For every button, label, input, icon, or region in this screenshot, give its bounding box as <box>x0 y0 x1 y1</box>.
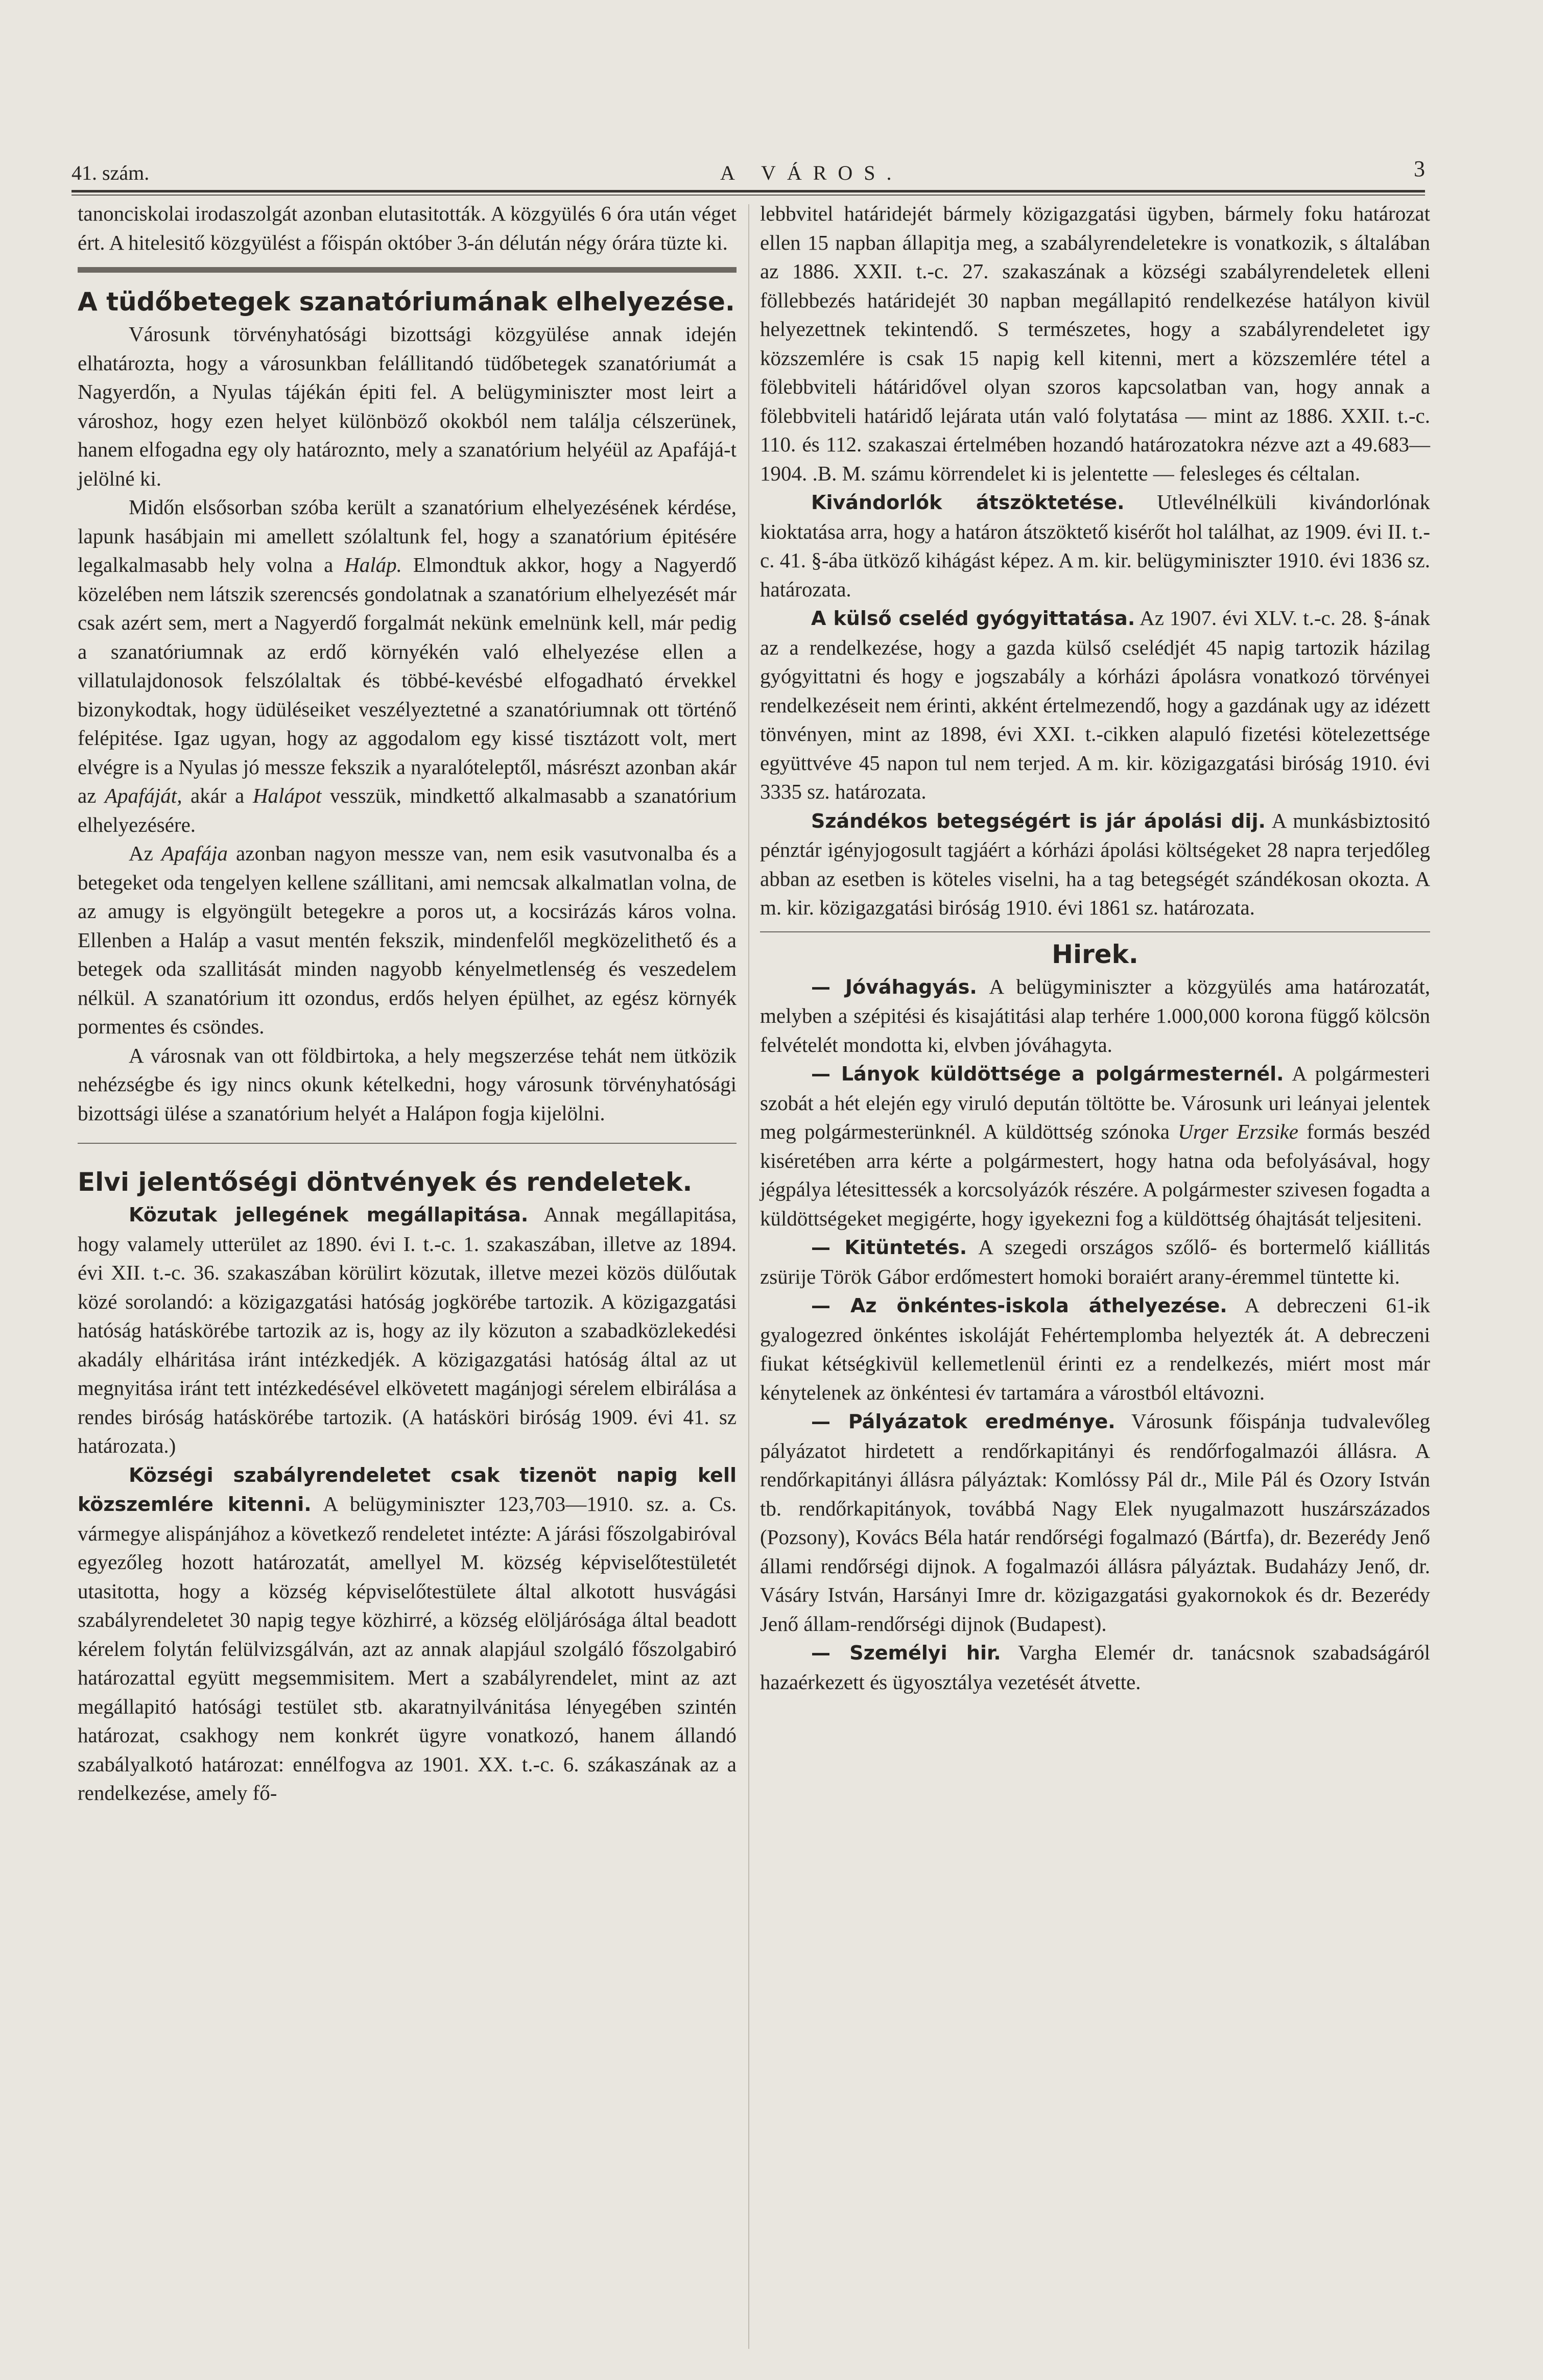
right-column <box>760 199 1430 1696</box>
news-applications: — Pályázatok eredménye. Városunk főispánja tudvalevőleg pályázatot hirdetett a rendőrkapitányi és rendőrfogalmazói állásra. A rendőrkapitányi állásra pályáztak: Komlóssy Pál dr., Mile Pál és Ozory István tb. rendőrkapitányok, továbbá Nagy Elek nyugalmazott huszárszázados (Pozsony), Kovács Béla határ rendőrségi fogalmazó (Bártfa), dr. Bezerédy Jenő állami rendőrségi dijnok. A fogalmazói állásra pályáztak. Budaházy Jenő, dr. Vásáry István, Harsányi Imre dr. közigazgatási gyakornokok és dr. Bezerédy Jenő állam-rendőrségi dijnok (Budapest). <box>760 1409 1431 1636</box>
sanatorium-heading: A tüdőbetegek szanatóriumának elhelyezése. <box>78 287 735 317</box>
news-heading: Hirek. <box>1052 939 1138 969</box>
ruling-sickness: Szándékos betegségért is jár ápolási dij. A munkásbiztositó pénztár igényjogosult tagjáért a kórházi ápolási költségeket 28 napra terjedőleg abban az esetben is köteles viselni, ha a tag betegségét szándékosan okozta. A m. kir. közigazgatási biróság 1910. évi 1861 sz. határozata. <box>760 808 1430 919</box>
sanatorium-paragraph-1: Városunk törvényhatósági bizottsági közgyülése annak idején elhatározta, hogy a városunkban felállitandó tüdőbetegek szanatóriumát a Nagyerdőn, a Nyulas tájékán épiti fel. A belügyminiszter most leirt a városhoz, hogy ezen helyet különböző okokból nem találja célszerünek, hanem elfogadna egy oly határoznto, mely a szanatórium helyéül az Apafájá-t jelölné ki. <box>78 322 737 490</box>
ruling-roads-lead: Közutak jellegének megállapitása. <box>129 1204 529 1226</box>
ruling-bylaw: Községi szabályrendeletet csak tizenöt napig kell közszemlére kitenni. A belügyminiszter 123,703—1910. sz. a. Cs. vármegye alispánjához a következő rendeletet intézte: A járási főszolgabiróval egyezőleg hozott határozatát, amellyel M. község képviselőtestületét utasitotta, hogy a község képviselőtestülete által alkotott husvágási szabályrendeletet 30 napig tegye közhirré, a község elöljárósága által beadott kérelem folytán felülvizsgálván, azt az annak alapjául szolgáló főszolgabiró határozattal együtt megsemmisitem. Mert a szabályrendelet, mint az azt megállapitó hatósági testület stb. akaratnyilvánitása lényegében szintén határozat, csakhogy nem konkrét ügyre vonatkozó, hanem állandó szabályalkotó határozat: ennélfogva az 1901. XX. t.-c. 6. szákaszának az a rendelkezése, amely fő- <box>78 1463 737 1805</box>
issue-number: 41. szám. <box>72 161 150 184</box>
sanatorium-paragraph-4: A városnak van ott földbirtoka, a hely megszerzése tehát nem ütközik nehézségbe és igy nincs okunk kételkedni, hogy városunk törvényhatósági bizottsági ülése a szanatórium helyét a Halápon fogja kijelölni. <box>78 1043 737 1125</box>
ruling-emigrants-lead: Kivándorlók átszöktetése. <box>811 491 1125 514</box>
left-column <box>78 199 737 1808</box>
news-approval: — Jóváhagyás. A belügyminiszter a közgyülés ama határozatát, melyben a szépitési és kisajátitási alap terhére 1.000,000 korona függő kölcsön felvételét mondotta ki, elvben jóváhagyta. <box>760 974 1430 1056</box>
ruling-bylaw-lead: Községi szabályrendeletet csak tizenöt napig kell közszemlére kitenni. <box>78 1463 737 1516</box>
ruling-bylaw-continued: lebbvitel határidejét bármely közigazgatási ügyben, bármely foku határozat ellen 15 napban állapitja meg, a szabályrendeletekre is vonatkozik, s általában az 1886. XXII. t.-c. 27. szakaszának a községi szabályrendeletek elleni föllebbezés határidejét 30 napban megállapitó rendelkezése hatályon kivül helyezettnek tekintendő. S természetes, hogy a szabályrendeletet igy közszemlére is csak 15 napig kell kitenni, mert a közszemlére tétel a fölebbviteli hátáridővel olyan szoros kapcsolatban van, hogy annak a fölebbviteli határidő lejárata után való folytatása — mint az 1886. XXII. t.-c. 110. és 112. szakaszai értelmében hozandó határozatokra nézve azt a 49.683—1904. .B. M. számu körrendelet ki is jelentette — felesleges és céltalan. <box>760 202 1430 485</box>
rulings-heading: Elvi jelentőségi döntvények és rendeletek. <box>78 1167 693 1197</box>
intro-paragraph: tanonciskolai irodaszolgát azonban elutasitották. A közgyülés 6 óra után véget ért. A hitelesitő közgyülést a főispán október 3-án délután négy órára tüzte ki. <box>78 202 737 254</box>
section-divider <box>760 931 1430 932</box>
news-award: — Kitüntetés. A szegedi országos szőlő- és bortermelő kiállitás zsürije Török Gábor erdőmestert homoki boraiért arany-éremmel tüntette ki. <box>760 1235 1430 1288</box>
section-divider <box>78 267 737 273</box>
page-number: 3 <box>1414 156 1425 181</box>
sanatorium-paragraph-2: Midőn elsősorban szóba került a szanatórium elhelyezésének kérdése, lapunk hasábjain mi amellett szólaltunk fel, hogy a szanatórium épitésére legalkalmasabb hely volna a Haláp. Elmondtuk akkor, hogy a Nagyerdő közelében nem látszik szerencsés gondolatnak a szanatórium elhelyezését már csak azért sem, mert a Nagyerdő forgalmát nekünk emelnünk kell, már pedig a szanatóriumnak az erdő környékén való elhelyezése ellen a villatulajdonosok felszólaltak és többé-kevésbé elfogadható érvekkel bizonykodtak, hogy üdüléseiket veszélyeztetné a szanatóriumnak ott történő felépitése. Igaz ugyan, hogy az aggodalom egy kissé tisztázott volt, mert elvégre is a Nyulas jó messze fekszik a nyaralóteleptől, másrészt azonban akár az Apafáját, akár a Halápot vesszük, mindkettő alkalmasabb a szanatórium elhelyezésére. <box>78 495 737 836</box>
ruling-sickness-lead: Szándékos betegségért is jár ápolási dij. <box>811 809 1266 832</box>
column-divider <box>748 204 749 2349</box>
news-girls-delegation: — Lányok küldöttsége a polgármesternél. A polgármesteri szobát a hét elején egy viruló depután töltötte be. Városunk uri leányai jelentek meg polgármesterünknél. A küldöttség szónoka Urger Erzsike formás beszéd kiséretében arra kérte a polgármestert, hogy hatna oda befolyásával, hogy jégpálya létesittessék a korcsolyázók részére. A polgármester szivesen fogadta a küldöttségeket megigérte, hogy igyekezni fog a küldöttség óhajtását teljesiteni. <box>760 1062 1430 1230</box>
ruling-emigrants: Kivándorlók átszöktetése. Utlevélnélküli kivándorlónak kioktatása arra, hogy a határon átszöktető kisérőt hol találhat, az 1909. évi II. t.-c. 41. §-ába ütköző kihágást képez. A m. kir. belügyminiszter 1910. évi 1836 sz. határozata. <box>760 490 1430 601</box>
page-header <box>72 151 1425 186</box>
news-personal: — Személyi hir. Vargha Elemér dr. tanácsnok szabadságáról hazaérkezett és ügyosztálya vezetését átvette. <box>760 1641 1430 1694</box>
header-rule-thin <box>72 195 1425 196</box>
section-divider <box>78 1143 737 1144</box>
news-school-relocation: — Az önkéntes-iskola áthelyezése. A debreczeni 61-ik gyalogezred önkéntes iskoláját Fehértemplomba helyezték át. A debreczeni fiukat kétségkivül kellemetlenül érinti ez a rendelkezés, miért most már kénytelenek az önkéntesi év tartamára a várostból eltávozni. <box>760 1293 1430 1404</box>
ruling-servant: A külső cseléd gyógyittatása. Az 1907. évi XLV. t.-c. 28. §-ának az a rendelkezése, hogy a gazda külső cselédjét 45 napig tartozik házilag gyógyittatni és hogy e jogszabály a kórházi ápolásra vonatkozó törvényei rendelkezéseit nem érinti, akként értelmezendő, hogy a gazdának ugy az idézett tönvényen, mint az 1898, évi XXI. t.-cikken alapuló fizetési kötelezettsége együttvéve 45 napon tul nem terjed. A m. kir. közigazgatási biróság 1910. évi 3335 sz. határozata. <box>760 606 1430 803</box>
header-rule <box>72 190 1425 193</box>
ruling-roads: Közutak jellegének megállapitása. Annak megállapitása, hogy valamely utterület az 1890. évi I. t.-c. 1. szakaszában, illetve az 1894. évi XII. t.-c. 36. szakaszában körülirt közutak, illetve mezei közös dülőutak közé sorolandó: a közigazgatási hatóság jogkörébe tartozik. A közigazgatási hatóság hatáskörébe tartozik az is, hogy az ily közuton a szabadközlekedési akadály elháritása iránt intézkedjék. A közigazgatási hatóság által az ut megnyitása iránt tett intézkedésével elkövetett magánjogi sérelem elbirálása a rendes biróság hatáskörébe tartozik. (A hatásköri biróság 1909. évi 41. sz határozata.) <box>78 1203 737 1457</box>
ruling-servant-lead: A külső cseléd gyógyittatása. <box>811 607 1135 630</box>
sanatorium-paragraph-3: Az Apafája azonban nagyon messze van, nem esik vasutvonalba és a betegeket oda tengelyen kellene szállitani, ami nemcsak alkalmatlan volna, de az amugy is elgyöngült betegekre a poros ut, a kocsirázás káros volna. Ellenben a Haláp a vasut mentén fekszik, mindenfelől megközelithető és a betegek oda szallitását minden nagyobb kényelmetlenség és veszedelem nélkül. A szanatórium itt ozondus, erdős helyen épülhet, az egész környék pormentes és csöndes. <box>78 842 737 1038</box>
masthead-title: A VÁROS. <box>720 161 903 184</box>
